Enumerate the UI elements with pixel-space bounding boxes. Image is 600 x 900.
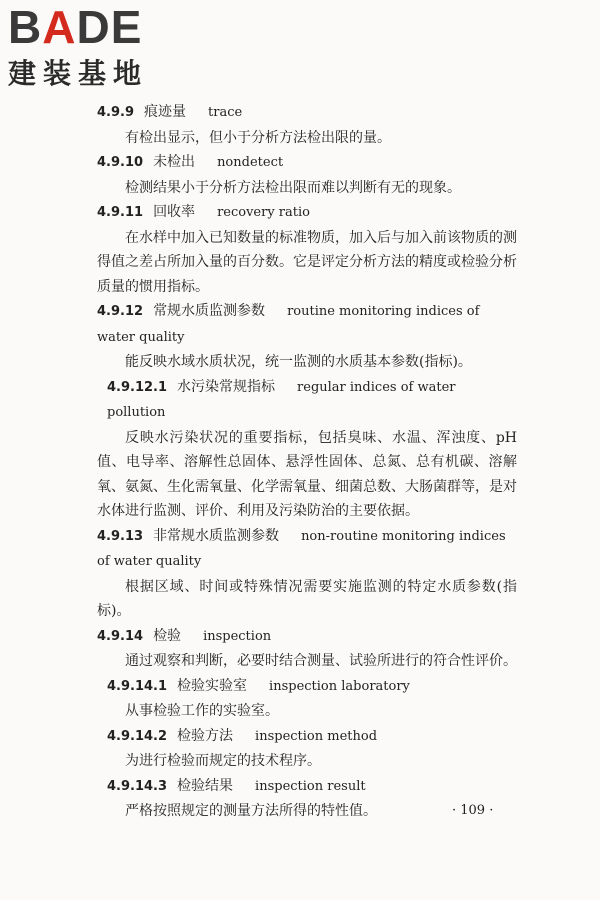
term-heading: 4.9.11 回收率 recovery ratio — [97, 204, 310, 220]
term-definition: 检测结果小于分析方法检出限而难以判断有无的现象。 — [125, 179, 461, 196]
page-content — [97, 100, 517, 824]
term-definition: 能反映水域水质状况，统一监测的水质基本参数(指标)。 — [125, 354, 472, 370]
term-definition: 有检出显示，但小于分析方法检出限的量。 — [125, 129, 391, 146]
term-definition: 通过观察和判断，必要时结合测量、试验所进行的符合性评价。 — [125, 653, 517, 669]
term-heading: 4.9.14.1 检验实验室 inspection laboratory — [107, 677, 410, 694]
term-heading: 4.9.13 非常规水质监测参数 non-routine monitoring indices of water quality — [97, 527, 506, 569]
bade-logo — [8, 1, 178, 92]
term-definition: 根据区域、时间或特殊情况需要实施监测的特定水质参数(指标)。 — [97, 578, 517, 619]
term-heading: 4.9.14.2 检验方法 inspection method — [107, 727, 378, 744]
page-number: · 109 · — [452, 803, 494, 818]
term-definition: 严格按照规定的测量方法所得的特性值。 — [125, 803, 377, 819]
term-definition: 反映水污染状况的重要指标，包括臭味、水温、浑浊度、pH值、电导率、溶解性总固体、悬浮性固体、总氮、总有机碳、溶解氧、氨氮、生化需氧量、化学需氧量、细菌总数、大肠菌群等，是对水体进行监测、评价、利用及污染防治的主要依据。 — [97, 429, 517, 519]
term-heading: 4.9.9 痕迹量 trace — [97, 104, 243, 120]
term-definition: 从事检验工作的实验室。 — [125, 703, 279, 719]
term-heading: 4.9.10 未检出 nondetect — [97, 154, 284, 170]
term-definition: 在水样中加入已知数量的标准物质，加入后与加入前该物质的测得值之差占所加入量的百分数。它是评定分析方法的精度或检验分析质量的惯用指标。 — [97, 229, 517, 295]
logo-chinese-name: 建装基地 — [8, 57, 149, 90]
logo-wordmark: BADE — [8, 1, 143, 53]
term-heading: 4.9.12.1 水污染常规指标 regular indices of water pollution — [107, 378, 456, 420]
term-heading: 4.9.14 检验 inspection — [97, 627, 272, 644]
term-heading: 4.9.12 常规水质监测参数 routine monitoring indices of water quality — [97, 303, 480, 345]
term-definition: 为进行检验而规定的技术程序。 — [125, 753, 321, 769]
term-heading: 4.9.14.3 检验结果 inspection result — [107, 777, 366, 794]
